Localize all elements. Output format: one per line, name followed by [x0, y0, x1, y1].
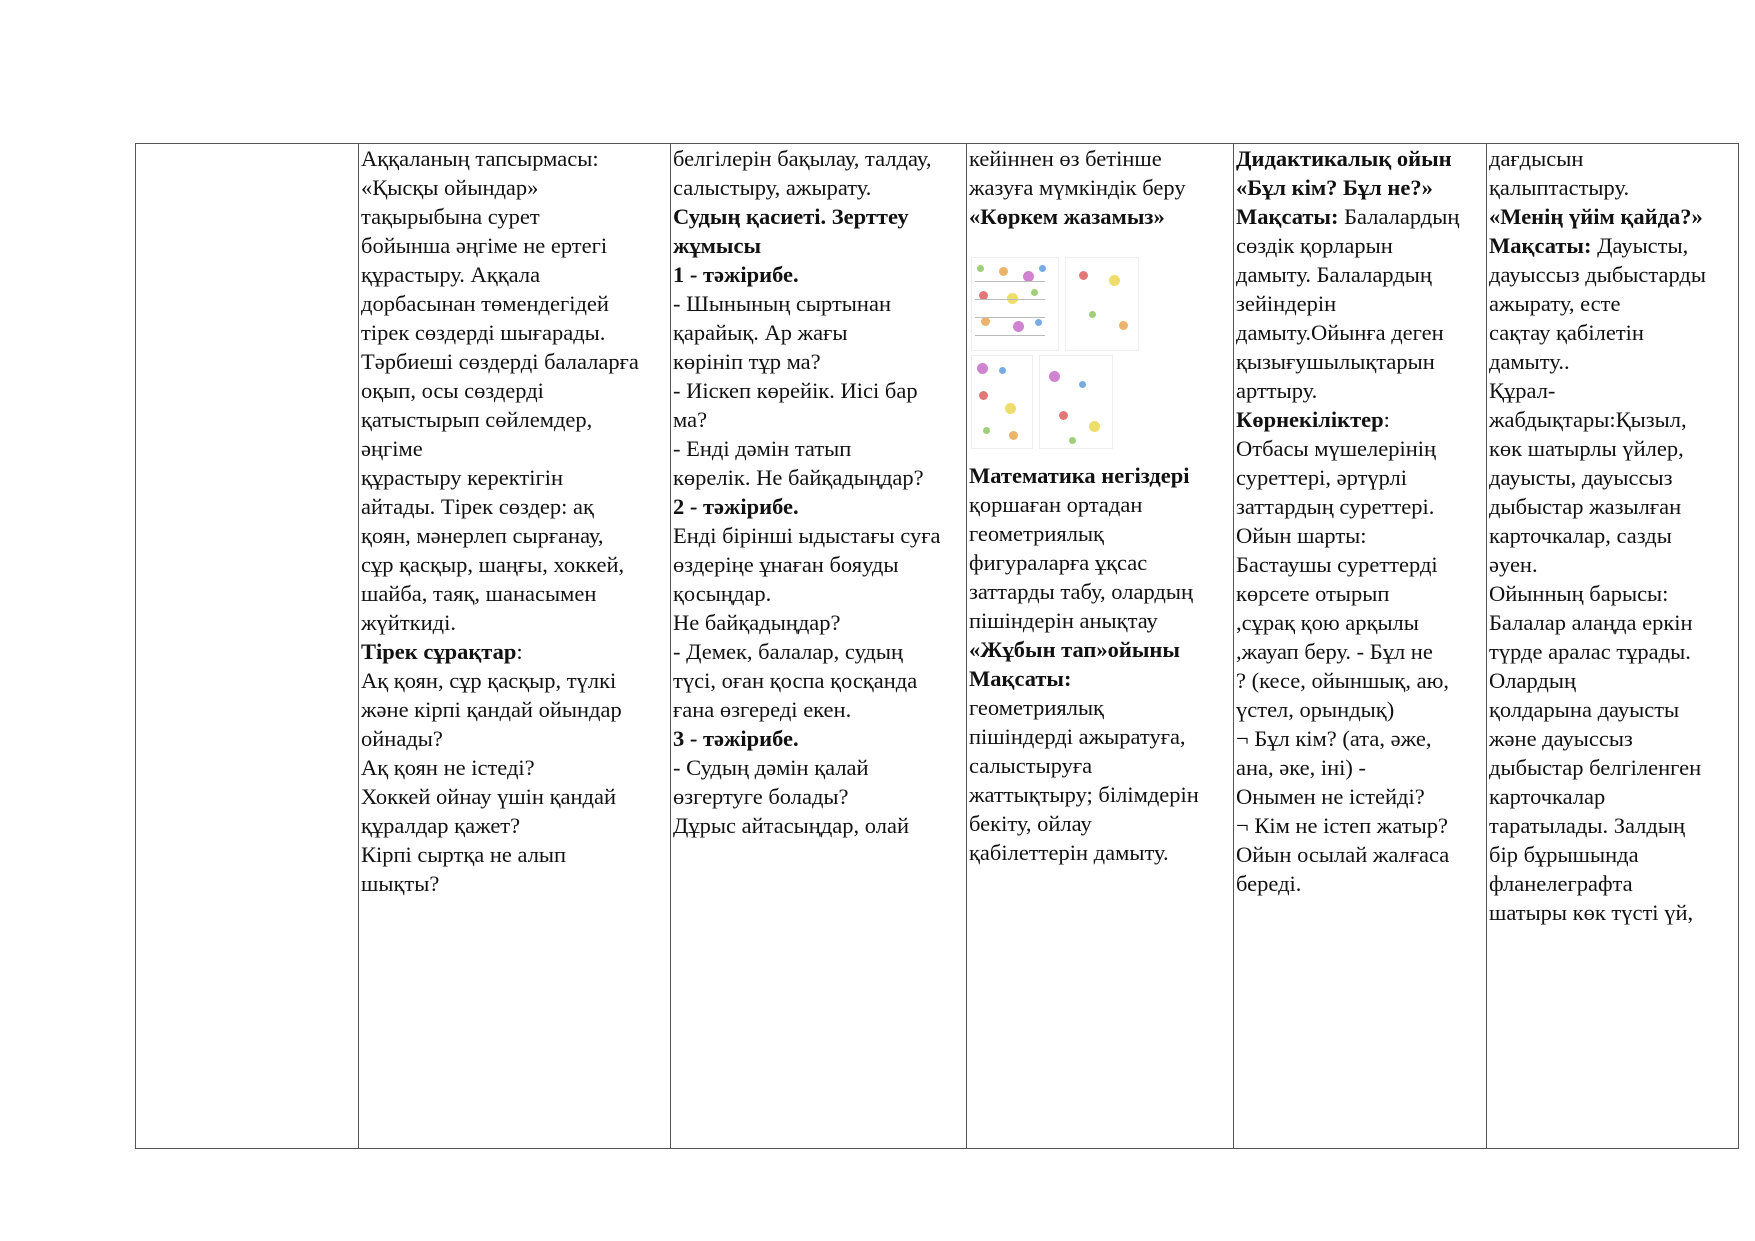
- text-line: [1489, 579, 1740, 608]
- column-6-where-is-my-house: [1487, 144, 1740, 1148]
- text-run: түрде аралас тұрады.: [1489, 639, 1691, 664]
- text-run: кейіннен өз бетінше: [969, 146, 1162, 171]
- text-run: Онымен не істейді?: [1236, 784, 1425, 809]
- text-run: шықты?: [361, 871, 440, 896]
- text-line: [673, 753, 966, 782]
- text-run: сұр қасқыр, шаңғы, хоккей,: [361, 552, 625, 577]
- text-run: айтады. Тірек сөздер: ақ: [361, 494, 594, 519]
- text-line: [969, 838, 1233, 867]
- text-line: [969, 751, 1233, 780]
- text-run: геометриялық: [969, 695, 1104, 720]
- worksheet-image-4: [1039, 355, 1113, 449]
- text-run: Ойын шарты:: [1236, 523, 1367, 548]
- text-line: [361, 463, 670, 492]
- text-run: Не байқадыңдар?: [673, 610, 841, 635]
- text-run: ана, әке, іні) -: [1236, 755, 1367, 780]
- text-run: сақтау қабілетін: [1489, 320, 1644, 345]
- worksheet-image-1: [971, 257, 1059, 351]
- text-run: көк шатырлы үйлер,: [1489, 436, 1684, 461]
- text-run: дамыту..: [1489, 349, 1570, 374]
- text-line: [673, 521, 966, 550]
- worksheet-doodle: [1089, 421, 1100, 432]
- text-line: [969, 606, 1233, 635]
- text-line: [969, 577, 1233, 606]
- worksheet-doodle: [999, 267, 1008, 276]
- text-line: [969, 809, 1233, 838]
- text-line: [1489, 463, 1740, 492]
- column-2-speech-task: [359, 144, 671, 1148]
- worksheet-doodle: [1089, 311, 1096, 318]
- text-line: [673, 637, 966, 666]
- text-line: [1236, 724, 1486, 753]
- text-line: [1489, 202, 1740, 231]
- text-line: [1236, 289, 1486, 318]
- text-line: [673, 144, 966, 173]
- text-run: Тәрбиеші сөздерді балаларға: [361, 349, 639, 374]
- text-line: [969, 780, 1233, 809]
- column-1-empty: [136, 144, 359, 1148]
- worksheet-image-2: [1065, 257, 1139, 351]
- text-run: дамыту. Балалардың: [1236, 262, 1432, 287]
- text-run: ғана өзгереді екен.: [673, 697, 852, 722]
- text-run: береді.: [1236, 871, 1302, 896]
- text-run: ма?: [673, 407, 708, 432]
- text-line: [1236, 550, 1486, 579]
- text-run: өздеріңе ұнаған бояуды: [673, 552, 899, 577]
- text-line: [1489, 695, 1740, 724]
- text-run: карточкалар, сазды: [1489, 523, 1672, 548]
- text-line: [1236, 173, 1486, 202]
- worksheet-doodle: [1119, 321, 1128, 330]
- text-line: [361, 289, 670, 318]
- text-line: [969, 202, 1233, 231]
- text-run: пішіндерін анықтау: [969, 608, 1158, 633]
- text-run: және дауыссыз: [1489, 726, 1633, 751]
- text-run: «Жұбын тап»ойыны: [969, 637, 1180, 662]
- text-run: жұмысы: [673, 233, 762, 258]
- text-run: белгілерін бақылау, талдау,: [673, 146, 932, 171]
- text-run: құралдар қажет?: [361, 813, 521, 838]
- text-run: бір бұрышында: [1489, 842, 1639, 867]
- text-run: таратылады. Залдың: [1489, 813, 1686, 838]
- text-run: Судың қасиеті. Зерттеу: [673, 204, 909, 229]
- text-run-suffix: Дауысты,: [1591, 233, 1689, 258]
- text-line: [361, 202, 670, 231]
- text-line: [1236, 492, 1486, 521]
- text-run: дыбыстар жазылған: [1489, 494, 1682, 519]
- text-line: [1489, 811, 1740, 840]
- text-line: [1489, 550, 1740, 579]
- text-run: - Шынының сыртынан: [673, 291, 891, 316]
- text-line: [969, 519, 1233, 548]
- text-line: [361, 782, 670, 811]
- text-run: қалыптастыру.: [1489, 175, 1630, 200]
- text-run: ,жауап беру. - Бұл не: [1236, 639, 1433, 664]
- text-run: қатыстырып сөйлемдер,: [361, 407, 593, 432]
- text-run: және кірпі қандай ойындар: [361, 697, 622, 722]
- text-line: [1236, 463, 1486, 492]
- text-line: [1489, 347, 1740, 376]
- text-run: жүйткиді.: [361, 610, 456, 635]
- text-line: [361, 695, 670, 724]
- text-run: қоян, мәнерлеп сырғанау,: [361, 523, 604, 548]
- column-6-text: [1489, 144, 1740, 927]
- text-line: [361, 260, 670, 289]
- text-line: [1236, 753, 1486, 782]
- text-line: [1489, 840, 1740, 869]
- column-5-text: [1236, 144, 1486, 898]
- text-run: - Иіскеп көрейік. Иісі бар: [673, 378, 918, 403]
- text-line: [1236, 318, 1486, 347]
- text-run: сөздік қорларын: [1236, 233, 1393, 258]
- text-run: заттардың суреттері.: [1236, 494, 1435, 519]
- text-line: [1236, 666, 1486, 695]
- text-run: Ойынның барысы:: [1489, 581, 1669, 606]
- text-line: [361, 840, 670, 869]
- text-run: құрастыру керектігін: [361, 465, 564, 490]
- text-line: [969, 144, 1233, 173]
- worksheet-doodle: [1069, 437, 1076, 444]
- text-line: [361, 724, 670, 753]
- text-run: қолдарына дауысты: [1489, 697, 1680, 722]
- text-run: «Көркем жазамыз»: [969, 204, 1165, 229]
- text-line: [1236, 869, 1486, 898]
- text-run: дағдысын: [1489, 146, 1584, 171]
- text-line: [1236, 260, 1486, 289]
- text-line: [1236, 144, 1486, 173]
- text-run: ажырату, есте: [1489, 291, 1621, 316]
- text-line: [361, 753, 670, 782]
- text-run-suffix: Балалардың: [1338, 204, 1460, 229]
- text-line: [673, 347, 966, 376]
- text-run: Мақсаты:: [1236, 204, 1339, 229]
- text-run: тірек сөздерді шығарады.: [361, 320, 606, 345]
- text-run: құрастыру. Аққала: [361, 262, 541, 287]
- text-line: [1489, 521, 1740, 550]
- text-line: [361, 811, 670, 840]
- worksheet-doodle: [981, 317, 990, 326]
- text-line: [673, 260, 966, 289]
- text-run: Көрнекіліктер: [1236, 407, 1384, 432]
- text-run: ¬ Кім не істеп жатыр?: [1236, 813, 1448, 838]
- worksheet-doodle: [1009, 431, 1018, 440]
- text-run: бекіту, ойлау: [969, 811, 1092, 836]
- text-line: [1236, 811, 1486, 840]
- text-line: [1236, 202, 1486, 231]
- text-run: өзгертуге болады?: [673, 784, 849, 809]
- text-line: [361, 637, 670, 666]
- text-line: [361, 869, 670, 898]
- text-line: [361, 231, 670, 260]
- column-5-didactic-game: [1234, 144, 1487, 1148]
- text-line: [673, 231, 966, 260]
- worksheet-line: [975, 317, 1045, 318]
- text-run: Құрал-: [1489, 378, 1556, 403]
- text-run: ,сұрақ қою арқылы: [1236, 610, 1419, 635]
- text-run: «Бұл кім? Бұл не?»: [1236, 175, 1433, 200]
- worksheet-doodle: [1005, 403, 1016, 414]
- text-line: [673, 782, 966, 811]
- worksheet-doodle: [1109, 275, 1120, 286]
- text-run: Бастаушы суреттерді: [1236, 552, 1438, 577]
- text-run: 1 - тәжірибе.: [673, 262, 799, 287]
- text-run: Кірпі сыртқа не алып: [361, 842, 567, 867]
- column-4-text-top: [969, 144, 1233, 231]
- text-line: [1489, 289, 1740, 318]
- column-4-math: [967, 144, 1234, 1148]
- text-run: дыбыстар белгіленген: [1489, 755, 1702, 780]
- text-line: [1489, 173, 1740, 202]
- text-run: тақырыбына сурет: [361, 204, 540, 229]
- text-run: шайба, таяқ, шанасымен: [361, 581, 597, 606]
- text-run: шатыры көк түсті үй,: [1489, 900, 1694, 925]
- text-line: [673, 202, 966, 231]
- text-line: [673, 811, 966, 840]
- text-run: «Менің үйім қайда?»: [1489, 204, 1703, 229]
- text-run: фланелеграфта: [1489, 871, 1633, 896]
- text-line: [1236, 376, 1486, 405]
- worksheet-doodle: [1039, 265, 1046, 272]
- worksheet-doodle: [1059, 411, 1068, 420]
- text-line: [1489, 376, 1740, 405]
- text-run: пішіндерді ажыратуға,: [969, 724, 1186, 749]
- text-line: [1489, 260, 1740, 289]
- text-run: оқып, осы сөздерді: [361, 378, 544, 403]
- text-line: [673, 173, 966, 202]
- text-run: әңгіме: [361, 436, 423, 461]
- text-line: [361, 521, 670, 550]
- worksheet-doodle: [977, 265, 984, 272]
- text-line: [1489, 492, 1740, 521]
- text-line: [361, 434, 670, 463]
- text-run: 2 - тәжірибе.: [673, 494, 799, 519]
- worksheet-doodle: [1049, 371, 1060, 382]
- text-run: дауысты, дауыссыз: [1489, 465, 1673, 490]
- text-run: Балалар алаңда еркін: [1489, 610, 1693, 635]
- text-run: геометриялық: [969, 521, 1104, 546]
- text-run: Енді бірінші ыдыстағы суға: [673, 523, 941, 548]
- column-4-text-bottom: [969, 461, 1233, 867]
- text-line: [969, 173, 1233, 202]
- text-line: [1236, 637, 1486, 666]
- text-run-suffix: :: [1383, 407, 1390, 432]
- text-line: [969, 722, 1233, 751]
- text-run: жазуға мүмкіндік беру: [969, 175, 1186, 200]
- text-line: [1489, 144, 1740, 173]
- text-run: «Қысқы ойындар»: [361, 175, 539, 200]
- text-line: [673, 724, 966, 753]
- text-line: [1489, 231, 1740, 260]
- text-run: - Судың дәмін қалай: [673, 755, 869, 780]
- worksheet-doodle: [1031, 289, 1038, 296]
- text-line: [1489, 608, 1740, 637]
- text-line: [969, 635, 1233, 664]
- text-line: [1236, 347, 1486, 376]
- text-run: қарайық. Ар жағы: [673, 320, 848, 345]
- text-run: дауыссыз дыбыстарды: [1489, 262, 1706, 287]
- text-line: [361, 318, 670, 347]
- text-run: Хоккей ойнау үшін қандай: [361, 784, 617, 809]
- text-run: Дұрыс айтасыңдар, олай: [673, 813, 909, 838]
- text-run: Тірек сұрақтар: [361, 639, 517, 664]
- column-3-text: [673, 144, 966, 840]
- text-line: [1489, 898, 1740, 927]
- text-line: [673, 405, 966, 434]
- text-run: қызығушылықтарын: [1236, 349, 1435, 374]
- text-line: [969, 664, 1233, 693]
- text-run: көрсете отырып: [1236, 581, 1390, 606]
- text-run: зейіндерін: [1236, 291, 1337, 316]
- column-3-water-experiment: [671, 144, 967, 1148]
- text-line: [969, 693, 1233, 722]
- text-run: ¬ Бұл кім? (ата, әже,: [1236, 726, 1432, 751]
- worksheet-doodle: [983, 427, 990, 434]
- text-line: [673, 492, 966, 521]
- text-run: Ақ қоян, сұр қасқыр, түлкі: [361, 668, 617, 693]
- text-line: [1489, 869, 1740, 898]
- worksheet-doodle: [979, 391, 988, 400]
- text-line: [1236, 231, 1486, 260]
- text-line: [673, 695, 966, 724]
- text-line: [361, 579, 670, 608]
- text-run: дорбасынан төмендегідей: [361, 291, 609, 316]
- text-run: дамыту.Ойынға деген: [1236, 320, 1444, 345]
- text-line: [1236, 521, 1486, 550]
- text-line: [1489, 666, 1740, 695]
- text-run: Ойын осылай жалғаса: [1236, 842, 1450, 867]
- text-run: бойынша әңгіме не ертегі: [361, 233, 608, 258]
- text-run: көрелік. Не байқадыңдар?: [673, 465, 924, 490]
- worksheet-doodle: [1079, 381, 1086, 388]
- text-line: [361, 347, 670, 376]
- text-run: Ақ қоян не істеді?: [361, 755, 535, 780]
- text-line: [1489, 753, 1740, 782]
- text-run: Мақсаты:: [969, 666, 1072, 691]
- text-line: [361, 666, 670, 695]
- text-line: [673, 666, 966, 695]
- text-run: - Енді дәмін татып: [673, 436, 852, 461]
- text-line: [673, 608, 966, 637]
- text-line: [1489, 405, 1740, 434]
- lesson-plan-table: [135, 143, 1739, 1149]
- text-line: [969, 461, 1233, 490]
- text-line: [1236, 840, 1486, 869]
- text-line: [361, 173, 670, 202]
- text-run: салыстыру, ажырату.: [673, 175, 872, 200]
- text-run: арттыру.: [1236, 378, 1318, 403]
- text-run: жабдықтары:Қызыл,: [1489, 407, 1687, 432]
- text-run: көрініп тұр ма?: [673, 349, 821, 374]
- text-line: [361, 608, 670, 637]
- text-line: [1489, 782, 1740, 811]
- worksheet-doodle: [1035, 319, 1042, 326]
- text-run: Математика негіздері: [969, 463, 1190, 488]
- text-line: [361, 405, 670, 434]
- text-run: ? (кесе, ойыншық, аю,: [1236, 668, 1450, 693]
- worksheet-doodle: [977, 363, 988, 374]
- text-line: [361, 492, 670, 521]
- text-run: Дидактикалық ойын: [1236, 146, 1452, 171]
- text-line: [1489, 318, 1740, 347]
- worksheet-line: [975, 335, 1045, 336]
- text-run: ойнады?: [361, 726, 443, 751]
- text-line: [673, 376, 966, 405]
- text-line: [1236, 434, 1486, 463]
- text-line: [361, 550, 670, 579]
- worksheet-thumbnails-image: [969, 231, 1233, 461]
- text-line: [361, 144, 670, 173]
- text-line: [673, 579, 966, 608]
- text-line: [1489, 724, 1740, 753]
- text-run: 3 - тәжірибе.: [673, 726, 799, 751]
- text-line: [1236, 782, 1486, 811]
- text-run: Олардың: [1489, 668, 1577, 693]
- text-run: үстел, орындық): [1236, 697, 1395, 722]
- worksheet-doodle: [1013, 321, 1024, 332]
- text-run: Аққаланың тапсырмасы:: [361, 146, 599, 171]
- worksheet-doodle: [999, 367, 1006, 374]
- text-run: салыстыруға: [969, 753, 1093, 778]
- text-line: [673, 463, 966, 492]
- text-line: [673, 550, 966, 579]
- text-run: әуен.: [1489, 552, 1538, 577]
- text-line: [673, 289, 966, 318]
- text-line: [1236, 579, 1486, 608]
- text-run: жаттықтыру; білімдерін: [969, 782, 1199, 807]
- text-line: [969, 490, 1233, 519]
- text-line: [969, 548, 1233, 577]
- text-run-suffix: :: [516, 639, 523, 664]
- text-run: қоршаған ортадан: [969, 492, 1143, 517]
- text-line: [361, 376, 670, 405]
- column-2-text: [361, 144, 670, 898]
- text-line: [1489, 637, 1740, 666]
- text-run: суреттері, әртүрлі: [1236, 465, 1408, 490]
- text-run: түсі, оған қоспа қосқанда: [673, 668, 918, 693]
- text-line: [1236, 695, 1486, 724]
- text-run: қосыңдар.: [673, 581, 772, 606]
- text-line: [1236, 405, 1486, 434]
- worksheet-line: [975, 281, 1045, 282]
- text-run: - Демек, балалар, судың: [673, 639, 904, 664]
- text-run: Мақсаты:: [1489, 233, 1592, 258]
- text-run: карточкалар: [1489, 784, 1606, 809]
- worksheet-doodle: [1079, 271, 1088, 280]
- text-line: [1489, 434, 1740, 463]
- text-run: фигураларға ұқсас: [969, 550, 1148, 575]
- text-run: заттарды табу, олардың: [969, 579, 1194, 604]
- text-line: [673, 318, 966, 347]
- worksheet-line: [975, 299, 1045, 300]
- text-line: [1236, 608, 1486, 637]
- text-run: Отбасы мүшелерінің: [1236, 436, 1437, 461]
- text-run: қабілеттерін дамыту.: [969, 840, 1169, 865]
- text-line: [673, 434, 966, 463]
